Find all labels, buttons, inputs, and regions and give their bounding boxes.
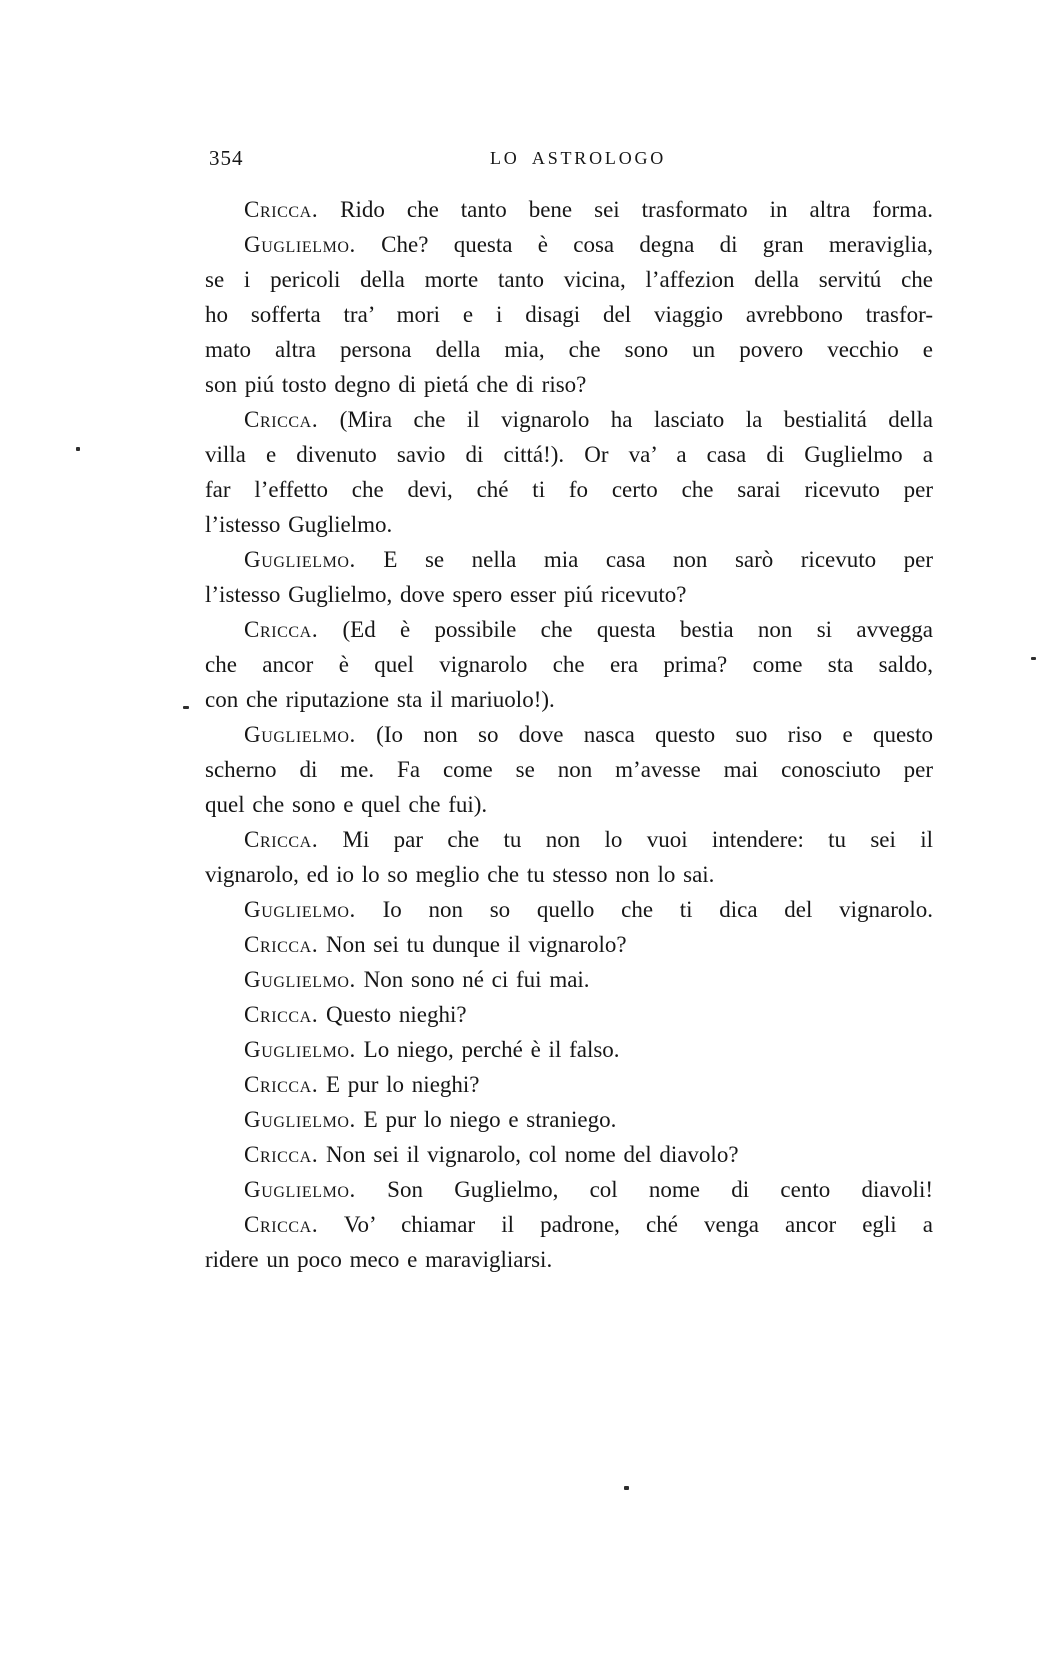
- speaker-name: Guglielmo.: [244, 1107, 356, 1132]
- speaker-name: Guglielmo.: [244, 232, 356, 257]
- dialogue-line: Guglielmo. Che? questa è cosa degna di gran meraviglia,: [244, 232, 933, 257]
- speaker-name: Guglielmo.: [244, 1037, 356, 1062]
- speaker-name: Cricca.: [244, 1142, 319, 1167]
- scan-artifact-dot: [76, 447, 80, 451]
- speaker-name: Cricca.: [244, 827, 319, 852]
- dialogue-line: Cricca. Questo nieghi?: [244, 1002, 467, 1027]
- scan-artifact-dot: [183, 706, 189, 709]
- dialogue-line: vignarolo, ed io lo so meglio che tu stesso non lo sai.: [205, 862, 715, 887]
- dialogue-line: Guglielmo. (Io non so dove nasca questo suo riso e questo: [244, 722, 933, 747]
- dialogue-line: che ancor è quel vignarolo che era prima? come sta saldo,: [205, 652, 933, 677]
- dialogue-line: Guglielmo. E pur lo niego e straniego.: [244, 1107, 617, 1132]
- dialogue-line: l’istesso Guglielmo, dove spero esser piú ricevuto?: [205, 582, 687, 607]
- dialogue-line: Cricca. Mi par che tu non lo vuoi intendere: tu sei il: [244, 827, 933, 852]
- speaker-name: Cricca.: [244, 197, 319, 222]
- dialogue-line: scherno di me. Fa come se non m’avesse mai conosciuto per: [205, 757, 933, 782]
- dialogue-line: Cricca. Non sei tu dunque il vignarolo?: [244, 932, 627, 957]
- speaker-name: Guglielmo.: [244, 722, 356, 747]
- speaker-name: Cricca.: [244, 617, 319, 642]
- dialogue-line: Guglielmo. Io non so quello che ti dica del vignarolo.: [244, 897, 933, 922]
- speaker-name: Guglielmo.: [244, 967, 356, 992]
- dialogue-line: Cricca. Rido che tanto bene sei trasformato in altra forma.: [244, 197, 933, 222]
- dialogue-line: se i pericoli della morte tanto vicina, l’affezion della servitú che: [205, 267, 933, 292]
- speaker-name: Cricca.: [244, 1072, 319, 1097]
- speaker-name: Cricca.: [244, 407, 319, 432]
- dialogue-line: Cricca. Non sei il vignarolo, col nome del diavolo?: [244, 1142, 739, 1167]
- dialogue-line: son piú tosto degno di pietá che di riso?: [205, 372, 587, 397]
- scan-artifact-dot: [1031, 657, 1036, 660]
- running-title: LO ASTROLOGO: [490, 148, 667, 168]
- dialogue-line: villa e divenuto savio di cittá!). Or va’ a casa di Guglielmo a: [205, 442, 933, 467]
- speaker-name: Cricca.: [244, 1212, 319, 1237]
- scan-artifact-dot: [624, 1486, 629, 1490]
- dialogue-line: Cricca. Vo’ chiamar il padrone, ché venga ancor egli a: [244, 1212, 933, 1237]
- speaker-name: Cricca.: [244, 932, 319, 957]
- dialogue-line: Cricca. E pur lo nieghi?: [244, 1072, 480, 1097]
- dialogue-line: mato altra persona della mia, che sono un povero vecchio e: [205, 337, 933, 362]
- page-header: [205, 144, 933, 174]
- dialogue-line: l’istesso Guglielmo.: [205, 512, 393, 537]
- speaker-name: Guglielmo.: [244, 897, 356, 922]
- speaker-name: Cricca.: [244, 1002, 319, 1027]
- text-block: [205, 192, 933, 1277]
- dialogue-line: Guglielmo. Son Guglielmo, col nome di cento diavoli!: [244, 1177, 933, 1202]
- dialogue-line: Guglielmo. Non sono né ci fui mai.: [244, 967, 590, 992]
- dialogue-line: Cricca. (Ed è possibile che questa bestia non si avvegga: [244, 617, 933, 642]
- dialogue-line: Cricca. (Mira che il vignarolo ha lasciato la bestialitá della: [244, 407, 933, 432]
- dialogue-line: Guglielmo. E se nella mia casa non sarò ricevuto per: [244, 547, 933, 572]
- dialogue-line: quel che sono e quel che fui).: [205, 792, 488, 817]
- dialogue-line: con che riputazione sta il mariuolo!).: [205, 687, 555, 712]
- dialogue-line: Guglielmo. Lo niego, perché è il falso.: [244, 1037, 620, 1062]
- dialogue-line: ridere un poco meco e maravigliarsi.: [205, 1247, 553, 1272]
- dialogue-line: ho sofferta tra’ mori e i disagi del viaggio avrebbono trasfor-: [205, 302, 933, 327]
- dialogue-line: far l’effetto che devi, ché ti fo certo che sarai ricevuto per: [205, 477, 933, 502]
- speaker-name: Guglielmo.: [244, 547, 356, 572]
- speaker-name: Guglielmo.: [244, 1177, 356, 1202]
- page-number: 354: [209, 146, 244, 170]
